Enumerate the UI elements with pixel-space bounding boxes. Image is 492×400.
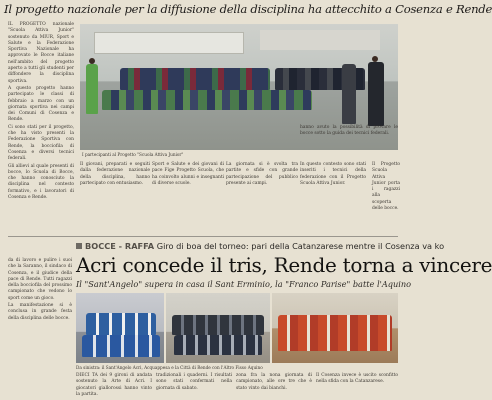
photo-caption: I partecipanti al Progetto "Scuola Attiva Junior" [82,152,184,157]
square-bullet-icon [76,243,82,249]
bottom-photo-caption: Da sinistra: il Sant'Angelo Acri, Acquappesa e la Città di Rende con l'Altro Fisso Aquino [76,365,263,370]
team-back-row [172,315,264,335]
article-column: Il Progetto Scuola Attiva Junior porta i ragazzi alla scoperta delle bocce. [372,162,400,212]
section-kicker [76,240,445,252]
article-column: Il Cosenza invece è uscito sconfitto nella sfida con la Catanzarese. [316,373,398,385]
left-article-column-bottom [8,258,72,400]
top-headline: Il progetto nazionale per la diffusione della disciplina ha attecchito a Cosenza e Rende [4,2,492,16]
team-photo-rende [166,293,270,363]
article-column: Sport e Salute e dei giovani di pace Fige Progetto Scuola, che ha coinvolto alunni e insegnanti di diverse scuole. [152,162,224,186]
team-photo-acri [76,293,164,363]
section-divider [8,236,398,237]
photo-banner [94,32,244,54]
person [368,62,384,126]
team-front-row [82,335,160,357]
photo-banner [260,30,380,50]
article-column: tradizionali i quaderni. I risultati sono stati confermati nella giornata di sabato. [156,373,232,391]
person [86,64,98,114]
person-head [372,56,378,62]
paragraph: IL PROGETTO nazionale "Scuola Attiva Junior" sostenuto da MIUR, Sport e Salute e la Federazione Sportiva Nazionale ha approvato le Bocce italiane nell'ambito del progetto aperto a tutti gli studenti per diffondere la disciplina sportiva. [8,22,74,84]
paragraph: A questo progetto hanno partecipato le classi di febbraio a marzo con un giornata sportiva nei campi dei Comuni di Cosenza e Rende. [8,85,74,123]
person [342,64,356,124]
article-column: DIECI TA dei 9 gironi di andata sostenuto la Arte di Acri. I giocatori giallorossi hanno vinto la partita. [76,373,152,397]
right-article-snippet: hanno avuto la possibilità di provare le bocce sotto la guida dei tecnici federali. [300,125,398,137]
back-row-students [120,68,270,90]
article-column: zona fra la nona giornata di campionato, alle ore tre che è stato vinto dai bianchi. [236,373,312,391]
main-headline: Acri concede il tris, Rende torna a vincere [76,253,492,277]
paragraph: da di lavoro e pulire i suoi che la Saranno, il sindaco di Cosenza, e il giudice della pace di Rende. Tutti ragazzi della bocciofila del prossimo campionato che vedono lo sport come un gioco. [8,258,72,301]
article-column: Il giovani, preparati e seguiti dalla federazione nazionale della disciplina, hanno partecipato con entusiasmo. [80,162,150,186]
front-row-students [102,90,312,110]
person-head [89,58,95,64]
team-row [278,315,392,351]
kicker-text: Giro di boa del torneo: pari della Catanzarese mentre il Cosenza va ko [156,241,445,251]
left-article-column [8,22,74,250]
team-photo-aquino [272,293,398,363]
paragraph: Gli allievi al quale presenti di bocce, lo Scuola di Bocce, che hanno conosciuto la disciplina nel contesto formativo, e i lavoratori di Cosenza e Rende. [8,163,74,201]
section-label: BOCCE - RAFFA [85,241,155,251]
subheadline: Il "Sant'Angelo" supera in casa il Sant Erminio, la "Franco Parise" batte l'Aquino [76,279,412,289]
team-back-row [86,313,156,335]
team-front-row [174,335,262,355]
paragraph: Ci sono stati per il progetto, che ha visto presenti la Federazione Sportiva con Rende, la bocciofila di Cosenza e diversi tecnici federali. [8,124,74,162]
article-column: In questo contesto sono stati inseriti i tecnici della federazione con il Progetto Scuola Attiva Junior. [300,162,366,186]
paragraph: La manifestazione si è conclusa in grande festa della disciplina delle bocce. [8,303,72,321]
article-column: La giornata si è svolta tra partite e sfide con grande partecipazione del pubblico presente ai campi. [226,162,298,186]
